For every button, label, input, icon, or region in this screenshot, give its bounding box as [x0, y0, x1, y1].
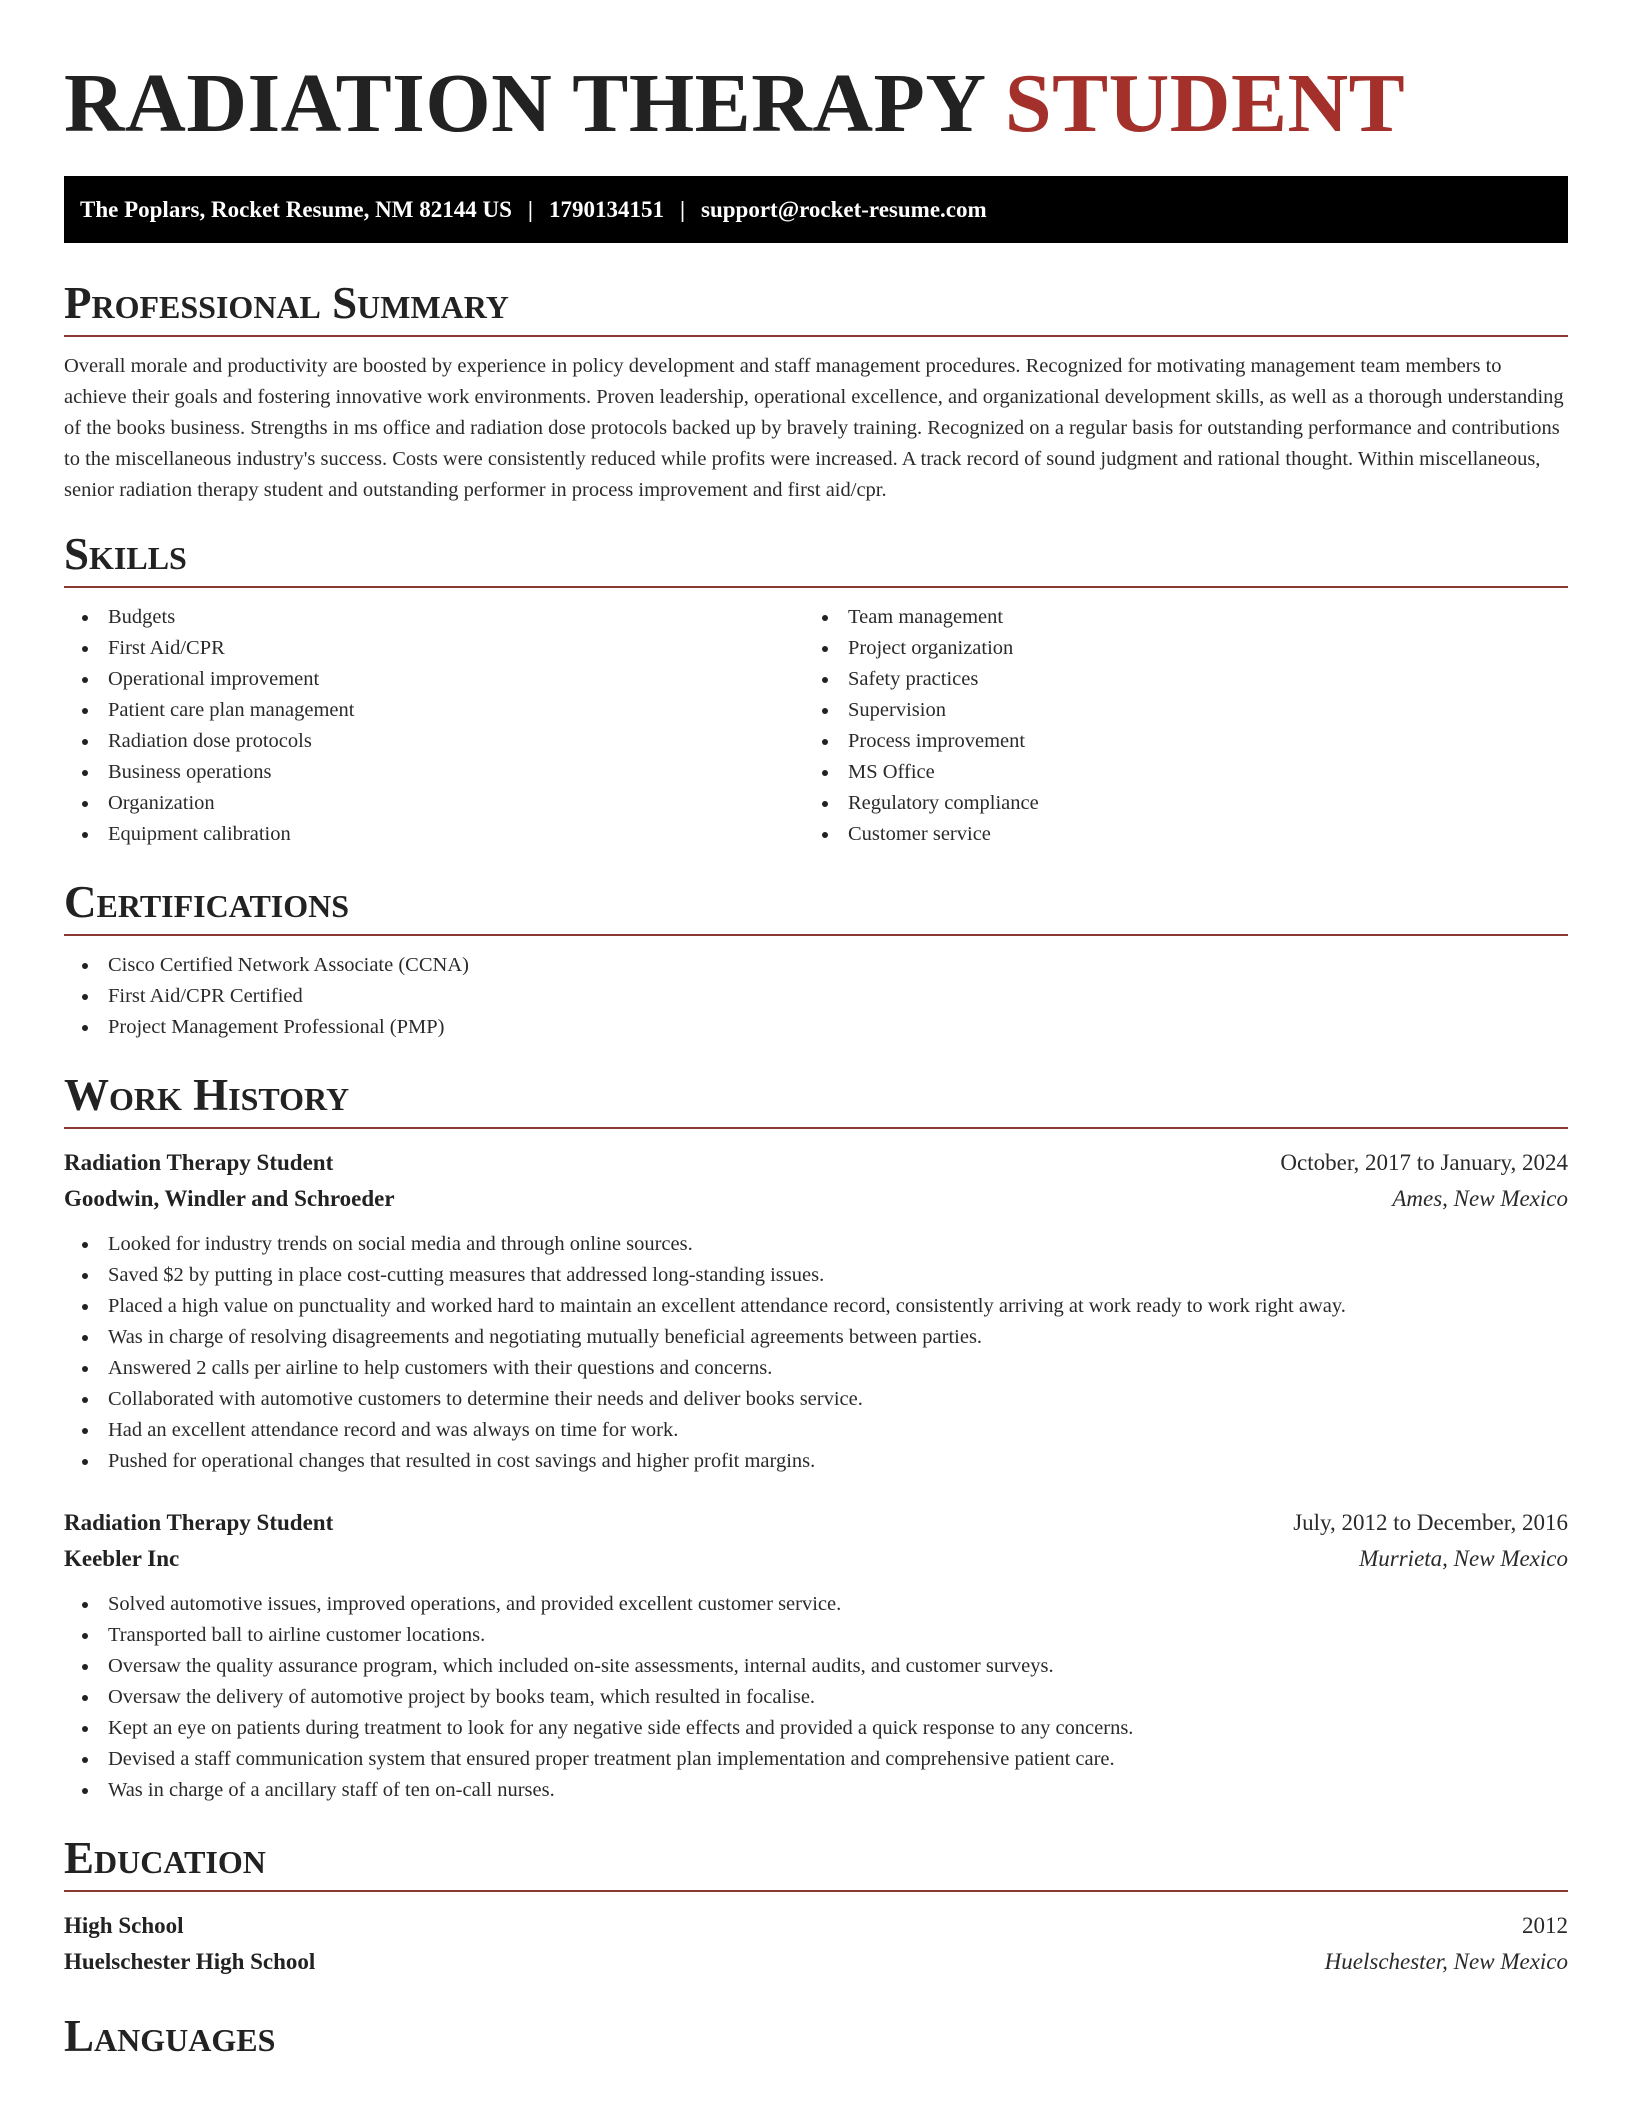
- section-divider: [64, 1890, 1568, 1892]
- section-divider: [64, 1127, 1568, 1129]
- summary-text: Overall morale and productivity are boosted by experience in policy development and staff management procedures. Recognized for motivating management team members to achieve their goals and fostering innovative work environments. Proven leadership, operational excellence, and organizational development skills, as well as a thorough understanding of the books business. Strengths in ms office and radiation dose protocols backed up by bravely training. Recognized on a regular basis for outstanding performance and contributions to the miscellaneous industry's success. Costs were consistently reduced while profits were increased. A track record of sound judgment and rational thought. Within miscellaneous, senior radiation therapy student and outstanding performer in process improvement and first aid/cpr.: [64, 355, 1564, 501]
- skills-grid: [64, 602, 1568, 850]
- skill-item: Patient care plan management: [64, 695, 804, 726]
- contact-email: support@rocket-resume.com: [701, 196, 987, 222]
- languages-section: [64, 2010, 1568, 2062]
- certifications-list: [64, 950, 1568, 1043]
- education-entry: [64, 1908, 1568, 1980]
- job-duty: Oversaw the quality assurance program, which included on-site assessments, internal audits, and customer surveys.: [64, 1651, 1568, 1682]
- job-duty: Had an excellent attendance record and was always on time for work.: [64, 1415, 1568, 1446]
- job-dates: October, 2017 to January, 2024: [1280, 1150, 1568, 1175]
- skills-section: [64, 528, 1568, 850]
- work-history-heading: Work History: [64, 1070, 350, 1120]
- skill-item: Customer service: [804, 819, 1544, 850]
- job-dates: July, 2012 to December, 2016: [1293, 1510, 1568, 1535]
- job-company: Keebler Inc: [64, 1546, 180, 1571]
- job-title: Radiation Therapy Student: [64, 1150, 334, 1175]
- job-entry: [64, 1145, 1568, 1477]
- certification-item: Project Management Professional (PMP): [64, 1012, 1568, 1043]
- contact-separator: |: [679, 196, 686, 222]
- education-heading: Education: [64, 1833, 266, 1883]
- job-duty: Oversaw the delivery of automotive project by books team, which resulted in focalise.: [64, 1682, 1568, 1713]
- skill-item: Team management: [804, 602, 1544, 633]
- title-accent: STUDENT: [1004, 57, 1406, 150]
- job-duties-list: [64, 1589, 1568, 1806]
- education-school: Huelschester High School: [64, 1949, 316, 1974]
- job-duty: Was in charge of resolving disagreements and negotiating mutually beneficial agreements between parties.: [64, 1322, 1568, 1353]
- job-duty: Transported ball to airline customer locations.: [64, 1620, 1568, 1651]
- section-divider: [64, 934, 1568, 936]
- contact-phone: 1790134151: [548, 196, 664, 222]
- skill-item: Safety practices: [804, 664, 1544, 695]
- job-header-row: [64, 1505, 1568, 1541]
- job-duty: Looked for industry trends on social media and through online sources.: [64, 1229, 1568, 1260]
- skill-item: Organization: [64, 788, 804, 819]
- skill-item: Operational improvement: [64, 664, 804, 695]
- education-section: [64, 1832, 1568, 1980]
- education-school-row: [64, 1944, 1568, 1980]
- job-duty: Pushed for operational changes that resulted in cost savings and higher profit margins.: [64, 1446, 1568, 1477]
- skill-item: Supervision: [804, 695, 1544, 726]
- education-year: 2012: [1522, 1913, 1568, 1938]
- work-history-section: [64, 1069, 1568, 1806]
- skills-heading: Skills: [64, 529, 187, 579]
- skill-item: First Aid/CPR: [64, 633, 804, 664]
- skill-item: Business operations: [64, 757, 804, 788]
- contact-address: The Poplars, Rocket Resume, NM 82144 US: [80, 196, 512, 222]
- section-divider: [64, 586, 1568, 588]
- education-header-row: [64, 1908, 1568, 1944]
- skill-item: Equipment calibration: [64, 819, 804, 850]
- job-entry: [64, 1505, 1568, 1806]
- contact-bar: [64, 176, 1568, 243]
- title-main: RADIATION THERAPY: [64, 57, 984, 150]
- job-title: Radiation Therapy Student: [64, 1510, 334, 1535]
- skill-item: Radiation dose protocols: [64, 726, 804, 757]
- job-duty: Saved $2 by putting in place cost-cutting measures that addressed long-standing issues.: [64, 1260, 1568, 1291]
- skill-item: MS Office: [804, 757, 1544, 788]
- job-duty: Kept an eye on patients during treatment to look for any negative side effects and provided a quick response to any concerns.: [64, 1713, 1568, 1744]
- skill-item: Process improvement: [804, 726, 1544, 757]
- resume-title: [64, 0, 1568, 152]
- job-duty: Devised a staff communication system that ensured proper treatment plan implementation and comprehensive patient care.: [64, 1744, 1568, 1775]
- job-duties-list: [64, 1229, 1568, 1477]
- certifications-section: [64, 876, 1568, 1043]
- job-location: Murrieta, New Mexico: [1359, 1546, 1568, 1571]
- job-header-row: [64, 1145, 1568, 1181]
- contact-separator: |: [527, 196, 533, 222]
- job-duty: Was in charge of a ancillary staff of ten on-call nurses.: [64, 1775, 1568, 1806]
- skills-list-left: [64, 602, 804, 850]
- education-degree: High School: [64, 1913, 184, 1938]
- education-location: Huelschester, New Mexico: [1324, 1949, 1568, 1974]
- job-duty: Placed a high value on punctuality and worked hard to maintain an excellent attendance record, consistently arriving at work ready to work right away.: [64, 1291, 1568, 1322]
- job-location: Ames, New Mexico: [1392, 1186, 1568, 1211]
- skill-item: Regulatory compliance: [804, 788, 1544, 819]
- summary-heading: Professional Summary: [64, 278, 509, 328]
- job-duty: Solved automotive issues, improved operations, and provided excellent customer service.: [64, 1589, 1568, 1620]
- summary-section: [64, 277, 1568, 506]
- certification-item: Cisco Certified Network Associate (CCNA): [64, 950, 1568, 981]
- skill-item: Budgets: [64, 602, 804, 633]
- certifications-heading: Certifications: [64, 877, 350, 927]
- job-duty: Answered 2 calls per airline to help customers with their questions and concerns.: [64, 1353, 1568, 1384]
- job-company-row: [64, 1181, 1568, 1217]
- resume-page: [64, 0, 1568, 2062]
- skills-list-right: [804, 602, 1544, 850]
- section-divider: [64, 335, 1568, 337]
- job-company-row: [64, 1541, 1568, 1577]
- job-duty: Collaborated with automotive customers to determine their needs and deliver books service.: [64, 1384, 1568, 1415]
- job-company: Goodwin, Windler and Schroeder: [64, 1186, 395, 1211]
- certification-item: First Aid/CPR Certified: [64, 981, 1568, 1012]
- skill-item: Project organization: [804, 633, 1544, 664]
- languages-heading: Languages: [64, 2011, 276, 2061]
